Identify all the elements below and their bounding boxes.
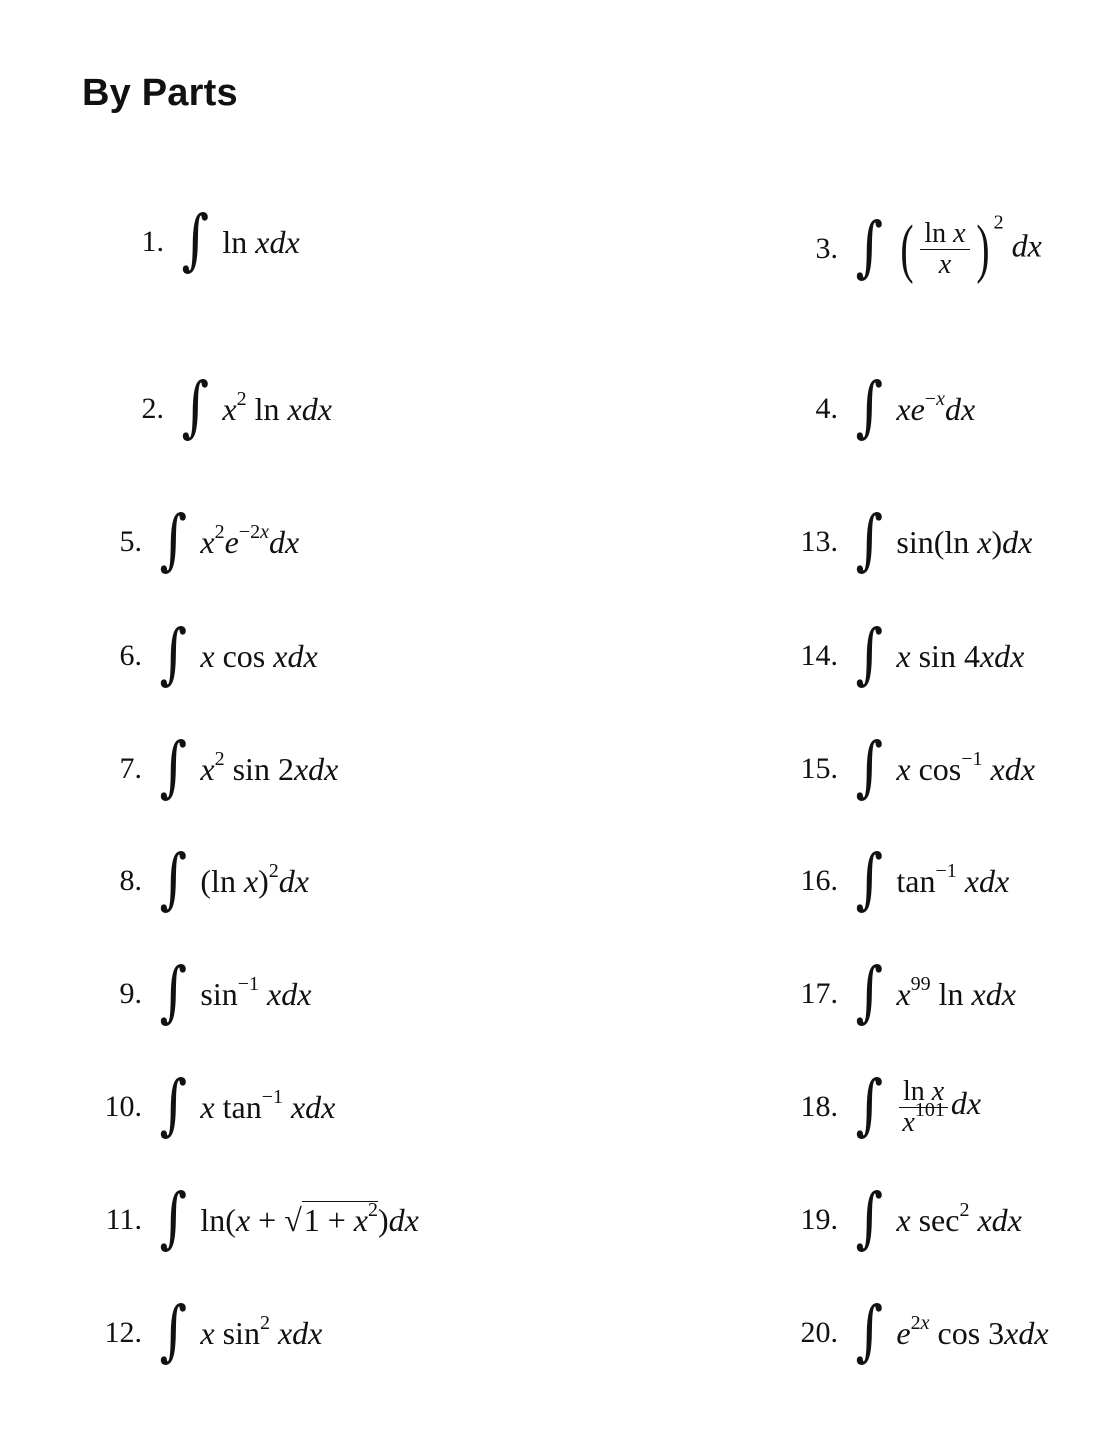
integral-sign: ∫ <box>855 1179 883 1256</box>
problem-20 <box>778 1292 1049 1369</box>
integral-sign: ∫ <box>181 201 209 278</box>
problem-16 <box>778 840 1010 917</box>
problem-number: 1. <box>141 225 164 258</box>
problem-10 <box>84 1066 336 1143</box>
problem-14 <box>778 615 1025 692</box>
integrand: $x^{99}$ ln xdx <box>896 972 1016 1012</box>
problem-number: 11. <box>105 1203 142 1236</box>
integrand: $x^2e^{-2x}dx$ <box>200 520 300 560</box>
integrand: $x^2$ ln xdx <box>222 387 332 427</box>
integrand: x $\tan^{-1}$ xdx <box>200 1085 336 1125</box>
problem-number: 9. <box>119 977 142 1010</box>
integral-sign: ∫ <box>855 728 883 805</box>
problem-12 <box>84 1292 323 1369</box>
integral-sign: ∫ <box>855 615 883 692</box>
problem-13 <box>778 501 1033 578</box>
integrand: $e^{2x}$ cos 3xdx <box>896 1311 1049 1351</box>
integrand: $\sin^{-1}$ xdx <box>200 972 312 1012</box>
page-title: By Parts <box>82 72 238 114</box>
problem-number: 8. <box>119 864 142 897</box>
integrand: sin(ln x)dx <box>896 523 1033 560</box>
integrand: $\tan^{-1}$ xdx <box>896 859 1010 899</box>
problem-number: 16. <box>800 864 838 897</box>
problem-4 <box>778 368 976 445</box>
integrand: ln xdx <box>222 223 300 260</box>
integrand: x sin 4xdx <box>896 637 1025 674</box>
integral-sign: ∫ <box>159 1179 187 1256</box>
problem-number: 7. <box>119 752 142 785</box>
problem-number: 14. <box>800 639 838 672</box>
integrand: x $\sec^2$ xdx <box>896 1198 1022 1238</box>
integral-sign: ∫ <box>159 501 187 578</box>
problem-2 <box>106 368 332 445</box>
problem-3 <box>778 208 1042 285</box>
integrand: $x^2$ sin 2xdx <box>200 747 339 787</box>
problem-number: 4. <box>815 392 838 425</box>
integral-sign: ∫ <box>855 501 883 578</box>
integrand: $xe^{-x}dx$ <box>896 387 976 427</box>
integrand: (ln x)$^2$dx <box>200 859 309 899</box>
problem-number: 5. <box>119 525 142 558</box>
integral-sign: ∫ <box>159 840 187 917</box>
integrand: x cos xdx <box>200 637 318 674</box>
integrand: $\ln(x + √1 + x^2)dx$ <box>200 1198 419 1238</box>
problem-number: 19. <box>800 1203 838 1236</box>
problem-18 <box>778 1066 982 1143</box>
integral-sign: ∫ <box>855 1292 883 1369</box>
integral-sign: ∫ <box>159 953 187 1030</box>
problem-number: 6. <box>119 639 142 672</box>
integrand: $\frac{\text{ln x}}{x^{101}}$ dx <box>896 1077 981 1137</box>
problem-number: 3. <box>815 232 838 265</box>
integral-sign: ∫ <box>159 1292 187 1369</box>
integral-sign: ∫ <box>855 1066 883 1143</box>
problem-number: 20. <box>800 1316 838 1349</box>
problem-19 <box>778 1179 1022 1256</box>
problem-number: 10. <box>104 1090 142 1123</box>
problem-number: 17. <box>800 977 838 1010</box>
problem-number: 12. <box>104 1316 142 1349</box>
integral-sign: ∫ <box>159 1066 187 1143</box>
integral-sign: ∫ <box>855 208 883 285</box>
problem-11 <box>84 1179 419 1256</box>
problem-number: 15. <box>800 752 838 785</box>
problem-17 <box>778 953 1016 1030</box>
integral-sign: ∫ <box>855 368 883 445</box>
integrand: x $\sin^2$ xdx <box>200 1311 323 1351</box>
problem-7 <box>84 728 339 805</box>
problem-5 <box>84 501 300 578</box>
integrand: ( $\frac{\text{ln x}}{x}$ ) $^2$ dx <box>900 211 1042 285</box>
integrand: x $\cos^{-1}$ xdx <box>896 747 1035 787</box>
integral-sign: ∫ <box>159 615 187 692</box>
problem-9 <box>84 953 312 1030</box>
integral-sign: ∫ <box>159 728 187 805</box>
problem-number: 13. <box>800 525 838 558</box>
problem-8 <box>84 840 309 917</box>
problem-1 <box>106 201 300 278</box>
integral-sign: ∫ <box>855 840 883 917</box>
problem-15 <box>778 728 1035 805</box>
integral-sign: ∫ <box>855 953 883 1030</box>
integral-sign: ∫ <box>181 368 209 445</box>
problem-number: 2. <box>141 392 164 425</box>
problem-number: 18. <box>800 1090 838 1123</box>
problem-6 <box>84 615 318 692</box>
